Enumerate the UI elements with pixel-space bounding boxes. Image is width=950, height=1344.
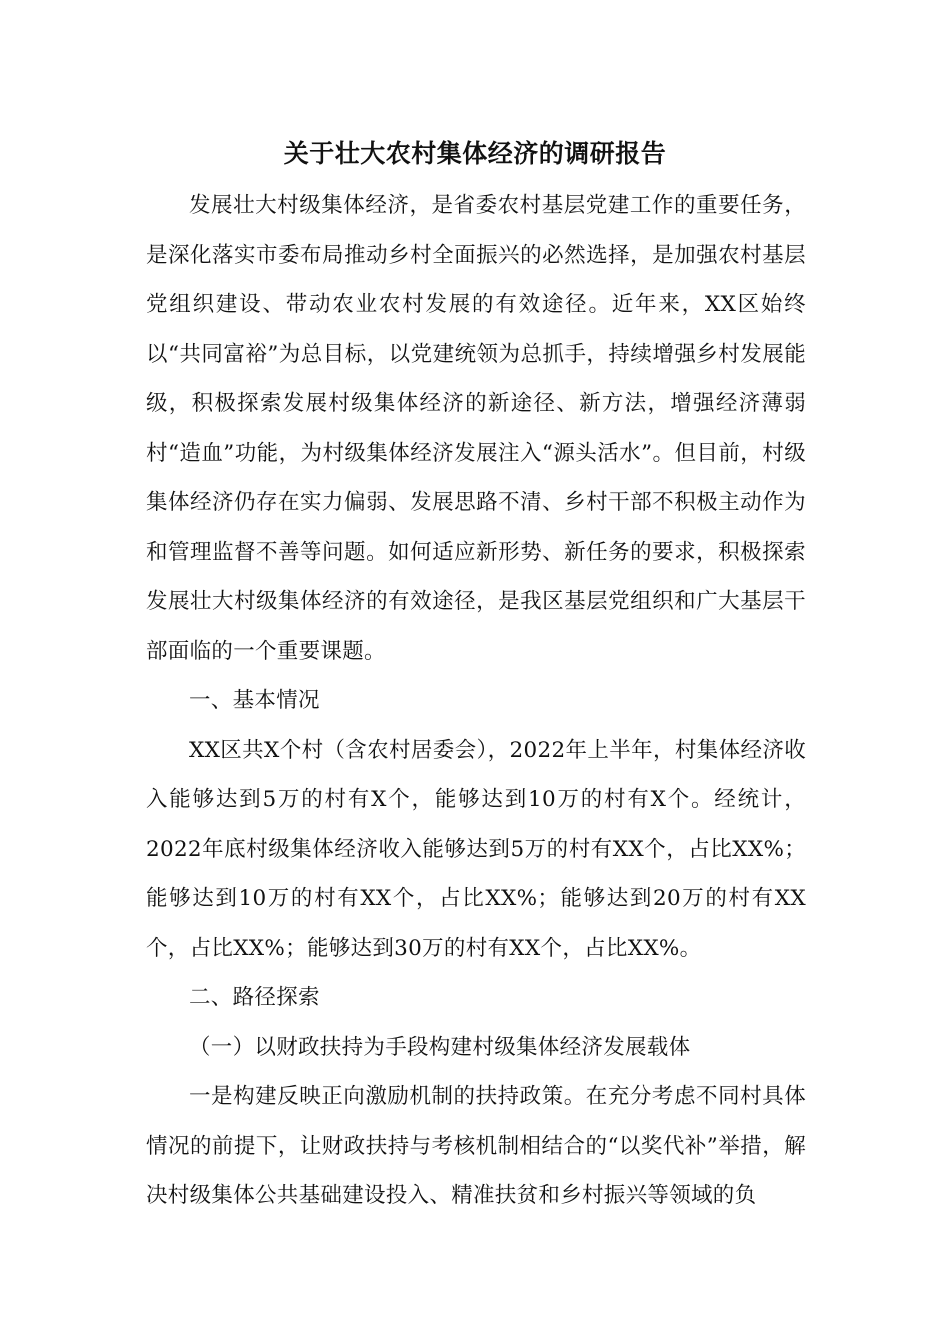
basic-situation-paragraph: XX区共X个村（含农村居委会），2022年上半年，村集体经济收入能够达到5万的村有X个，能够达到10万的村有X个。经统计，2022年底村级集体经济收入能够达到5万的村有XX个，占比XX%；能够达到10万的村有XX个，占比XX%；能够达到20万的村有XX个，占比XX%；能够达到30万的村有XX个，占比XX%。 xyxy=(146,737,806,961)
fiscal-support-paragraph: 一是构建反映正向激励机制的扶持政策。在充分考虑不同村具体情况的前提下，让财政扶持与考核机制相结合的“以奖代补”举措，解决村级集体公共基础建设投入、精准扶贫和乡村振兴等领域的负 xyxy=(146,1084,806,1208)
document-body xyxy=(146,181,806,1221)
document-title: 关于壮大农村集体经济的调研报告 xyxy=(283,139,667,168)
section-heading-basic-situation: 一、基本情况 xyxy=(189,688,320,713)
intro-paragraph: 发展壮大村级集体经济，是省委农村基层党建工作的重要任务，是深化落实市委布局推动乡村全面振兴的必然选择，是加强农村基层党组织建设、带动农业农村发展的有效途径。近年来，XX区始终以“共同富裕”为总目标，以党建统领为总抓手，持续增强乡村发展能级，积极探索发展村级集体经济的新途径、新方法，增强经济薄弱村“造血”功能，为村级集体经济发展注入“源头活水”。但目前，村级集体经济仍存在实力偏弱、发展思路不清、乡村干部不积极主动作为和管理监督不善等问题。如何适应新形势、新任务的要求，积极探索发展壮大村级集体经济的有效途径，是我区基层党组织和广大基层干部面临的一个重要课题。 xyxy=(146,193,806,664)
subsection-heading-fiscal-support: （一）以财政扶持为手段构建村级集体经济发展载体 xyxy=(189,1034,691,1060)
section-heading-path-exploration: 二、路径探索 xyxy=(189,985,320,1010)
